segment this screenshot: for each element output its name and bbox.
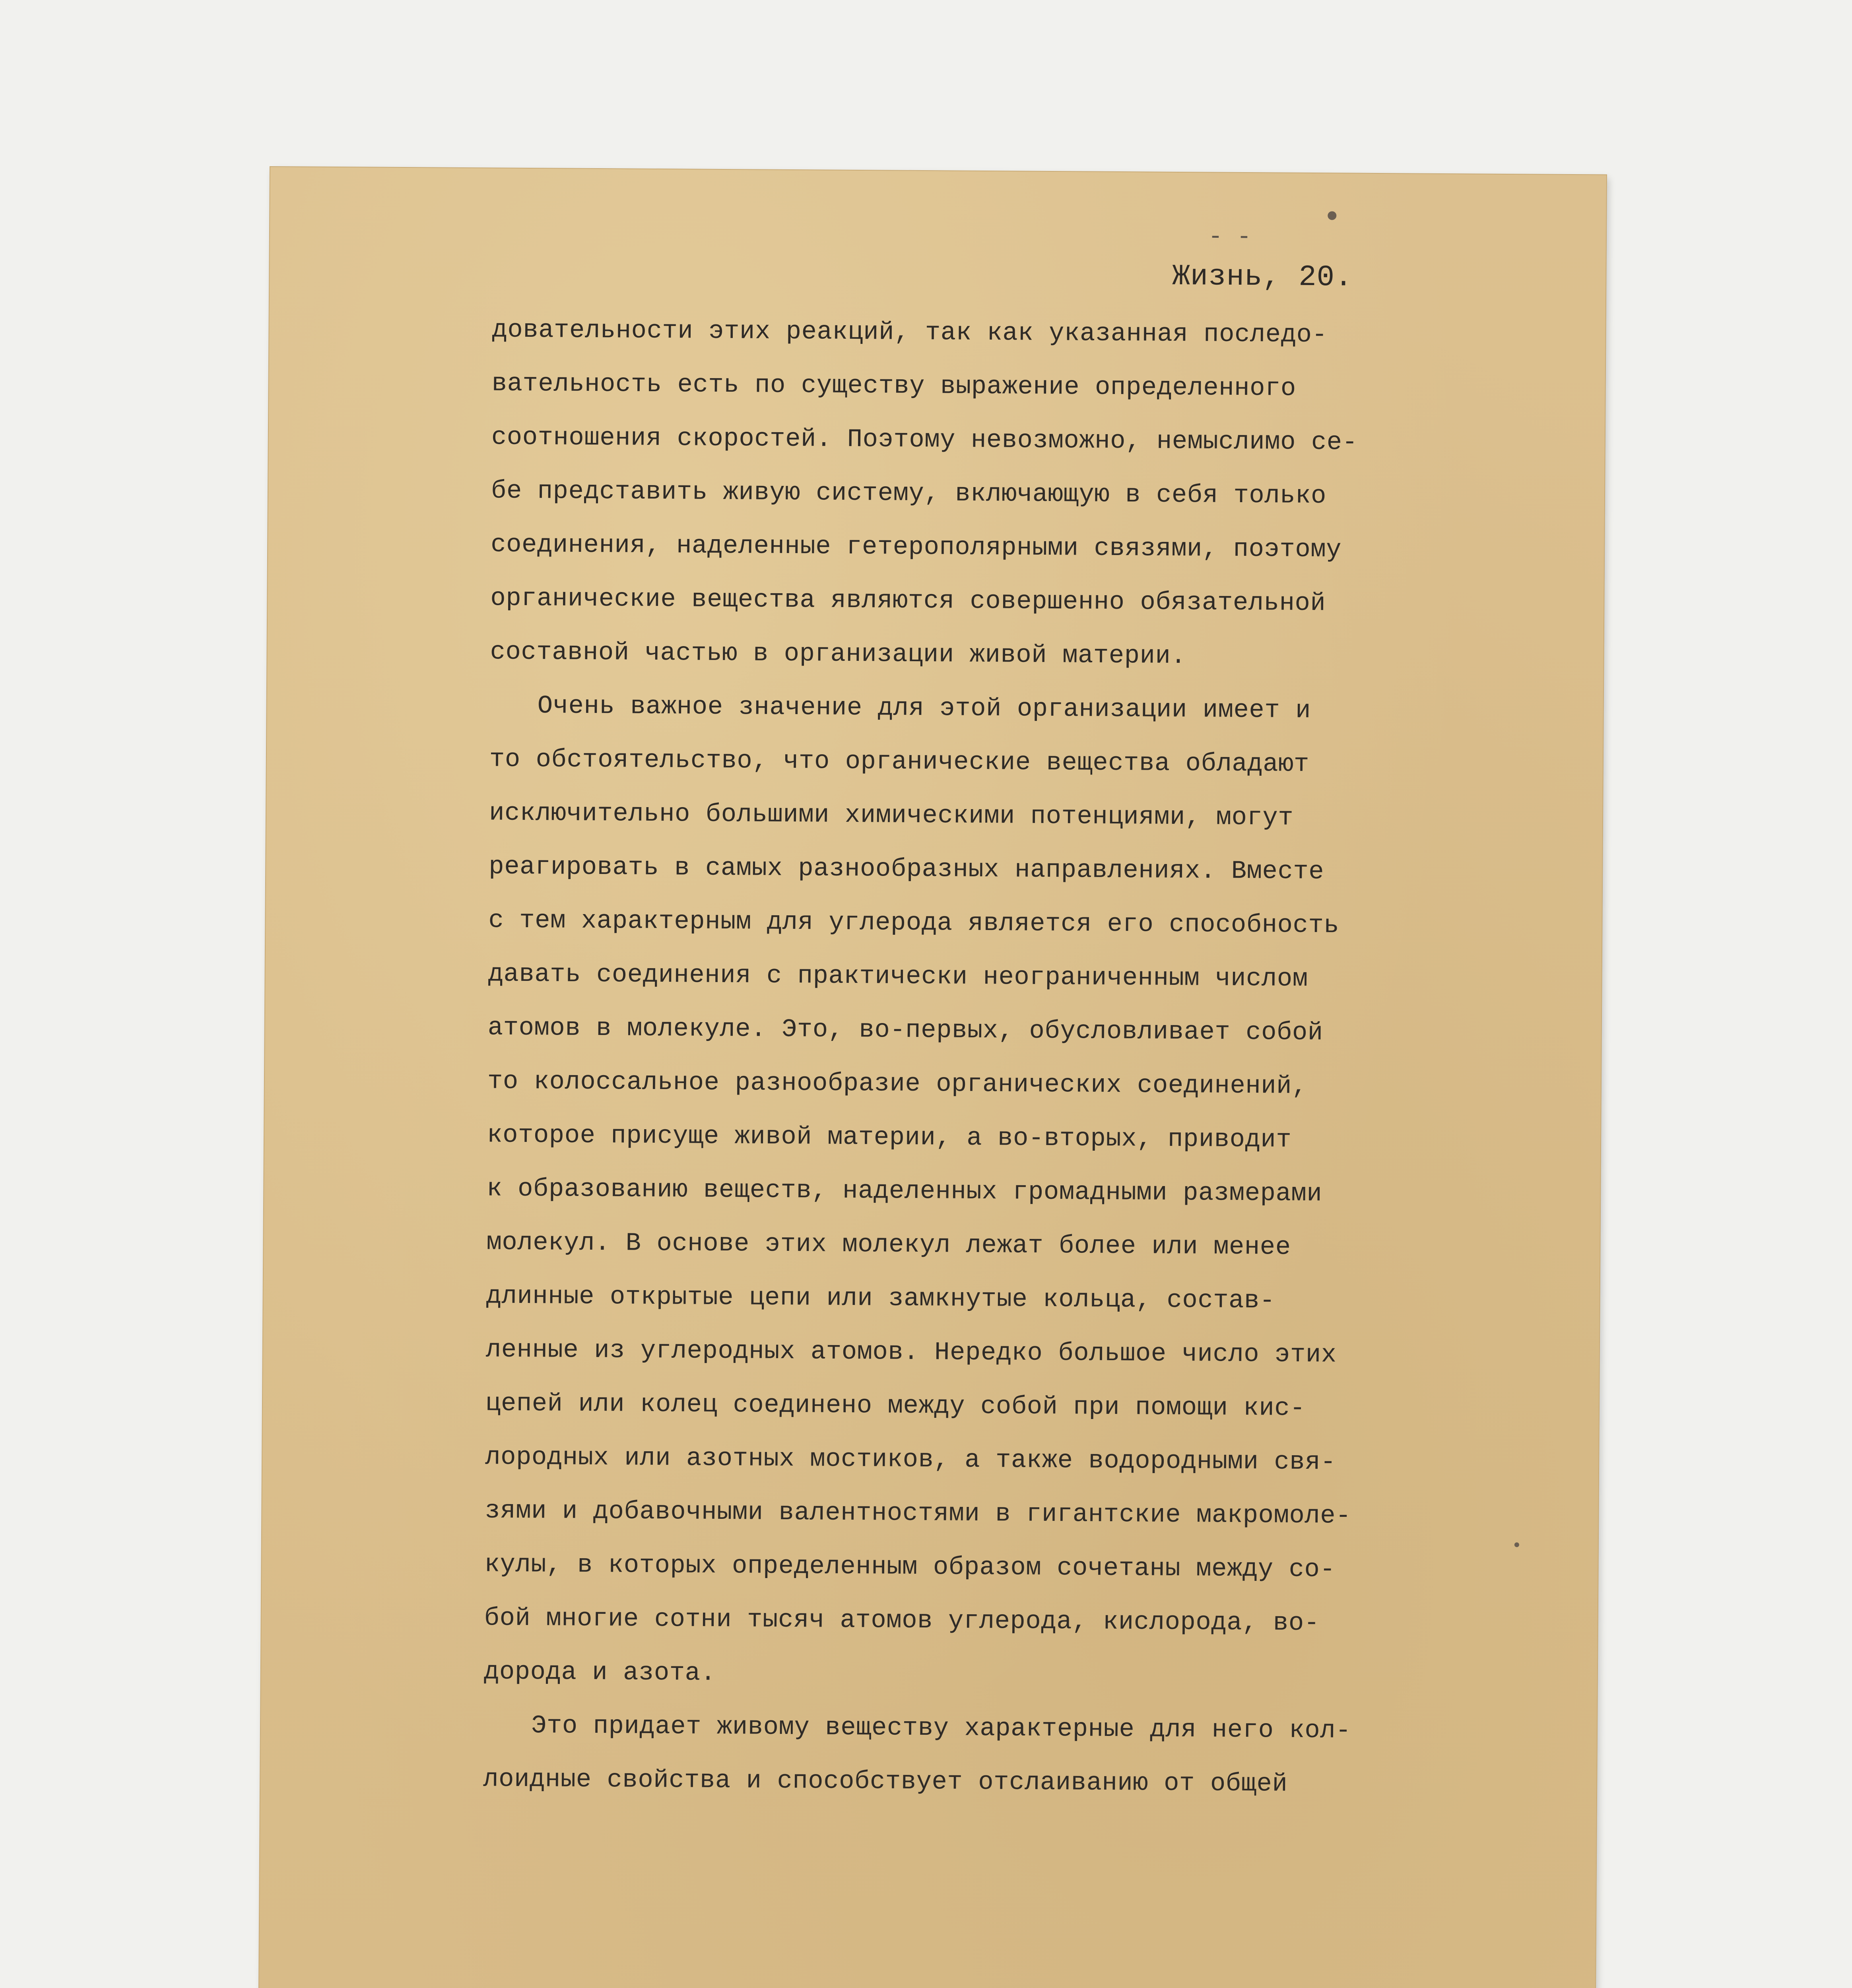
text-line: бой многие сотни тысяч атомов углерода, кислорода, во-: [484, 1604, 1320, 1638]
text-line: длинные открытые цепи или замкнутые кольца, состав-: [486, 1282, 1275, 1316]
text-line: Это придает живому веществу характерные для него кол-: [531, 1712, 1351, 1745]
text-line: реагировать в самых разнообразных направлениях. Вместе: [489, 852, 1324, 887]
text-line: дорода и азота.: [483, 1658, 716, 1688]
text-line: органические вещества являются совершенно обязательной: [490, 584, 1326, 618]
text-line: лородных или азотных мостиков, а также водородными свя-: [485, 1443, 1336, 1477]
text-line: которое присуще живой материи, а во-вторых, приводит: [487, 1121, 1292, 1155]
document-page: [259, 167, 1606, 1988]
text-line: атомов в молекуле. Это, во-первых, обусловливает собой: [487, 1013, 1323, 1048]
text-line: кулы, в которых определенным образом сочетаны между со-: [484, 1550, 1336, 1584]
text-line: ленные из углеродных атомов. Нередко большое число этих: [485, 1336, 1337, 1370]
text-line: соотношения скоростей. Поэтому невозможно, немыслимо се-: [491, 423, 1358, 457]
text-line: зями и добавочными валентностями в гигантские макромоле-: [485, 1497, 1351, 1531]
text-line: то обстоятельство, что органические вещества обладают: [489, 745, 1310, 779]
text-line: довательности этих реакций, так как указанная последо-: [492, 316, 1328, 350]
paper-speck: [1328, 211, 1336, 220]
text-line: вательность есть по существу выражение определенного: [491, 369, 1296, 403]
text-line: Очень важное значение для этой организации имеет и: [537, 692, 1311, 726]
paper-speck: [1514, 1542, 1519, 1547]
text-line: с тем характерным для углерода является его способность: [488, 906, 1339, 940]
body-text: [483, 303, 1407, 1812]
text-line: составной частью в организации живой материи.: [490, 638, 1186, 671]
text-line: к образованию веществ, наделенных громадными размерами: [487, 1175, 1322, 1209]
text-line: давать соединения с практически неограниченным числом: [488, 960, 1308, 994]
page-header: Жизнь, 20.: [1172, 260, 1353, 295]
text-line: молекул. В основе этих молекул лежат более или менее: [486, 1228, 1291, 1262]
text-line: лоидные свойства и способствует отслаиванию от общей: [483, 1765, 1288, 1799]
text-line: бе представить живую систему, включающую в себя только: [491, 477, 1327, 511]
text-line: цепей или колец соединено между собой при помощи кис-: [485, 1389, 1306, 1423]
text-line: то колоссальное разнообразие органических соединений,: [487, 1067, 1308, 1101]
text-line: исключительно большими химическими потенциями, могут: [489, 799, 1294, 833]
page-top-mark: - -: [1208, 223, 1252, 251]
text-line: соединения, наделенные гетерополярными связями, поэтому: [490, 530, 1342, 565]
